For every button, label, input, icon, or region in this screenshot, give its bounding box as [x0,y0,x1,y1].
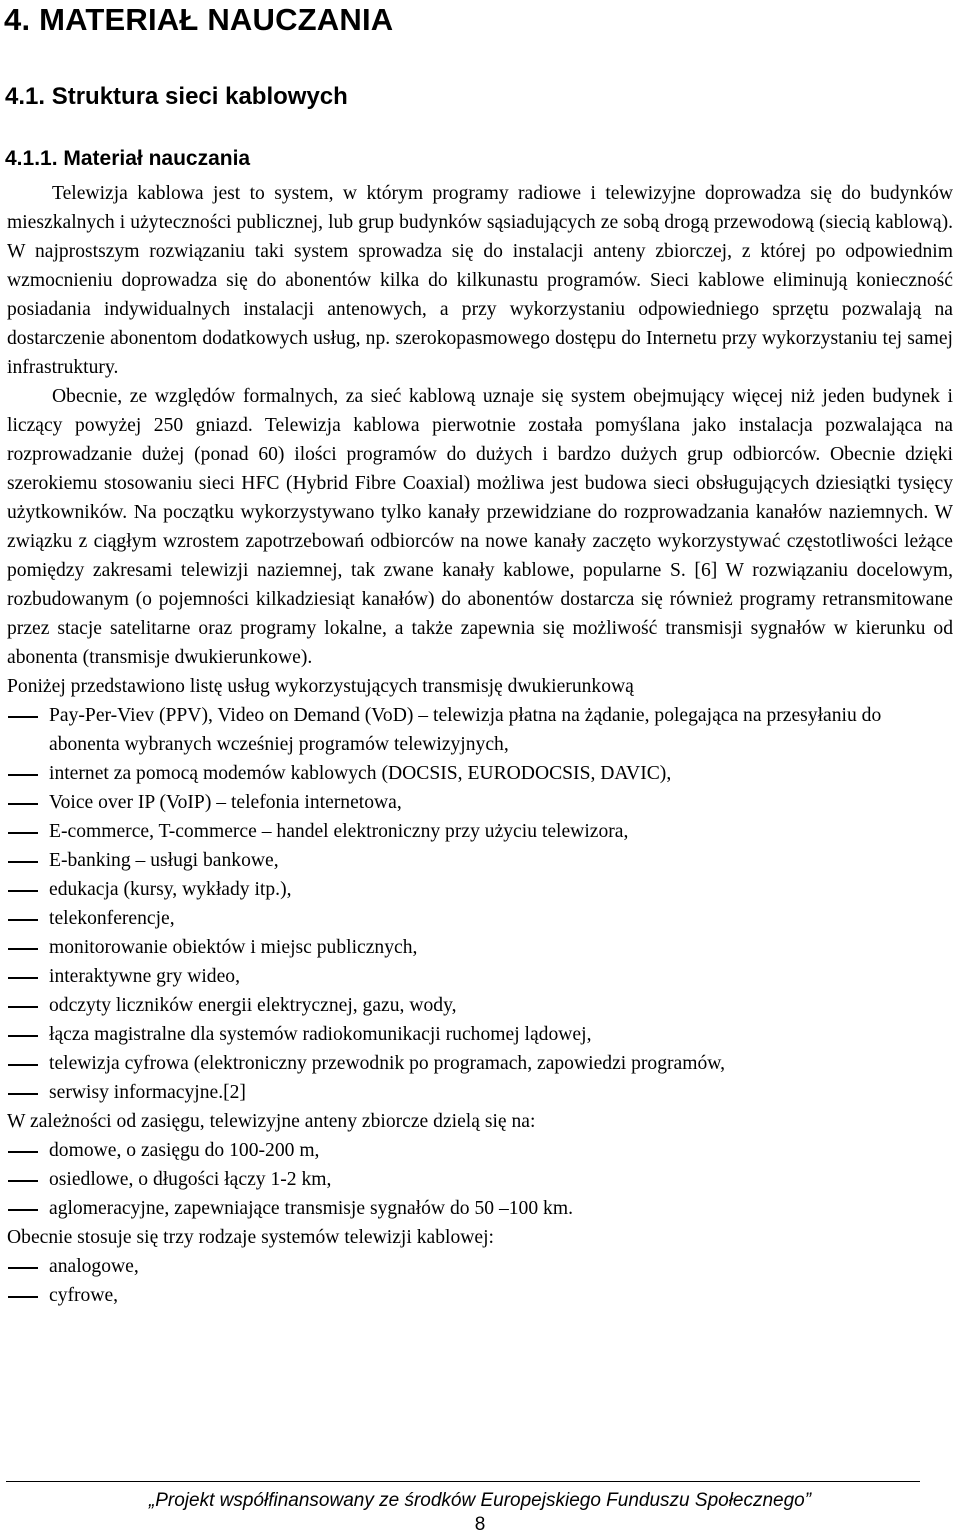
list-item: cyfrowe, [7,1281,953,1310]
list-item: internet za pomocą modemów kablowych (DOCSIS, EURODOCSIS, DAVIC), [7,759,953,788]
list-item: domowe, o zasięgu do 100-200 m, [7,1136,953,1165]
systems-intro: Obecnie stosuje się trzy rodzaje systemów telewizji kablowej: [7,1227,494,1248]
chapter-heading: 4. MATERIAŁ NAUCZANIA [4,2,394,37]
list-item: aglomeracyjne, zapewniające transmisje sygnałów do 50 –100 km. [7,1194,953,1223]
list-item: odczyty liczników energii elektrycznej, gazu, wody, [7,991,953,1020]
subsection-heading: 4.1.1. Materiał nauczania [5,147,251,170]
systems-list [7,1252,953,1310]
list-item: edukacja (kursy, wykłady itp.), [7,875,953,904]
section-heading: 4.1. Struktura sieci kablowych [5,83,348,110]
footer-funding-note: „Projekt współfinansowany ze środków Europejskiego Funduszu Społecznego” [148,1490,812,1511]
list-item: interaktywne gry wideo, [7,962,953,991]
paragraph-cable-network-history: Obecnie, ze względów formalnych, za sieć kablową uznaje się system obejmujący więcej niż jeden budynek i liczący powyżej 250 gniazd. Telewizja kablowa pierwotnie została pomyślana jako instalacja pozwalająca na rozprowadzanie dużej (ponad 60) ilości programów do dużych i bardzo dużych grup odbiorców. Obecnie dzięki szerokiemu stosowaniu sieci HFC (Hybrid Fibre Coaxial) możliwa jest budowa sieci obsługujących dziesiątki tysięcy użytkowników. Na początku wykorzystywano tylko kanały przewidziane do rozprowadzania kanałów naziemnych. W związku z ciągłym wzrostem zapotrzebowań odbiorców na nowe kanały zaczęto wykorzystywać częstotliwości leżące pomiędzy zakresami telewizji naziemnej, tak zwane kanały kablowe, popularne S. [6] W rozwiązaniu docelowym, rozbudowanym (o pojemności kilkadziesiąt kanałów) do abonentów dostarcza się również programy retransmitowane przez stacje satelitarne oraz programy lokalne, a także zapewnia się możliwość transmisji sygnałów w kierunku od abonenta (transmisje dwukierunkowe). [7,386,953,668]
page-number: 8 [474,1514,486,1535]
list-item: łącza magistralne dla systemów radiokomunikacji ruchomej lądowej, [7,1020,953,1049]
list-item: osiedlowe, o długości łączy 1-2 km, [7,1165,953,1194]
antennas-list [7,1136,953,1223]
list-item: Pay-Per-Viev (PPV), Video on Demand (VoD) – telewizja płatna na żądanie, polegająca na przesyłaniu do abonenta wybranych wcześniej programów telewizyjnych, [7,701,953,759]
services-list [7,701,953,1107]
antennas-intro: W zależności od zasięgu, telewizyjne anteny zbiorcze dzielą się na: [7,1111,536,1132]
services-intro: Poniżej przedstawiono listę usług wykorzystujących transmisję dwukierunkową [7,676,634,697]
list-item: serwisy informacyjne.[2] [7,1078,953,1107]
list-item: monitorowanie obiektów i miejsc publicznych, [7,933,953,962]
paragraph-cable-tv-definition: Telewizja kablowa jest to system, w którym programy radiowe i telewizyjne doprowadza się do budynków mieszkalnych i użyteczności publicznej, lub grup budynków sąsiadujących ze sobą drogą przewodową (siecią kablową). W najprostszym rozwiązaniu taki system sprowadza się do instalacji anteny zbiorczej, z której po odpowiednim wzmocnieniu doprowadza się do abonentów kilka do kilkunastu programów. Sieci kablowe eliminują konieczność posiadania indywidualnych instalacji antenowych, a przy wykorzystaniu odpowiedniego sprzętu pozwalają na dostarczenie abonentom dodatkowych usług, np. szerokopasmowego dostępu do Internetu przy wykorzystaniu tej samej infrastruktury. [7,183,953,378]
list-item: Voice over IP (VoIP) – telefonia internetowa, [7,788,953,817]
list-item: telewizja cyfrowa (elektroniczny przewodnik po programach, zapowiedzi programów, [7,1049,953,1078]
body-text [7,179,953,1310]
list-item: telekonferencje, [7,904,953,933]
list-item: E-commerce, T-commerce – handel elektroniczny przy użyciu telewizora, [7,817,953,846]
list-item: E-banking – usługi bankowe, [7,846,953,875]
list-item: analogowe, [7,1252,953,1281]
footer-divider [6,1481,920,1482]
